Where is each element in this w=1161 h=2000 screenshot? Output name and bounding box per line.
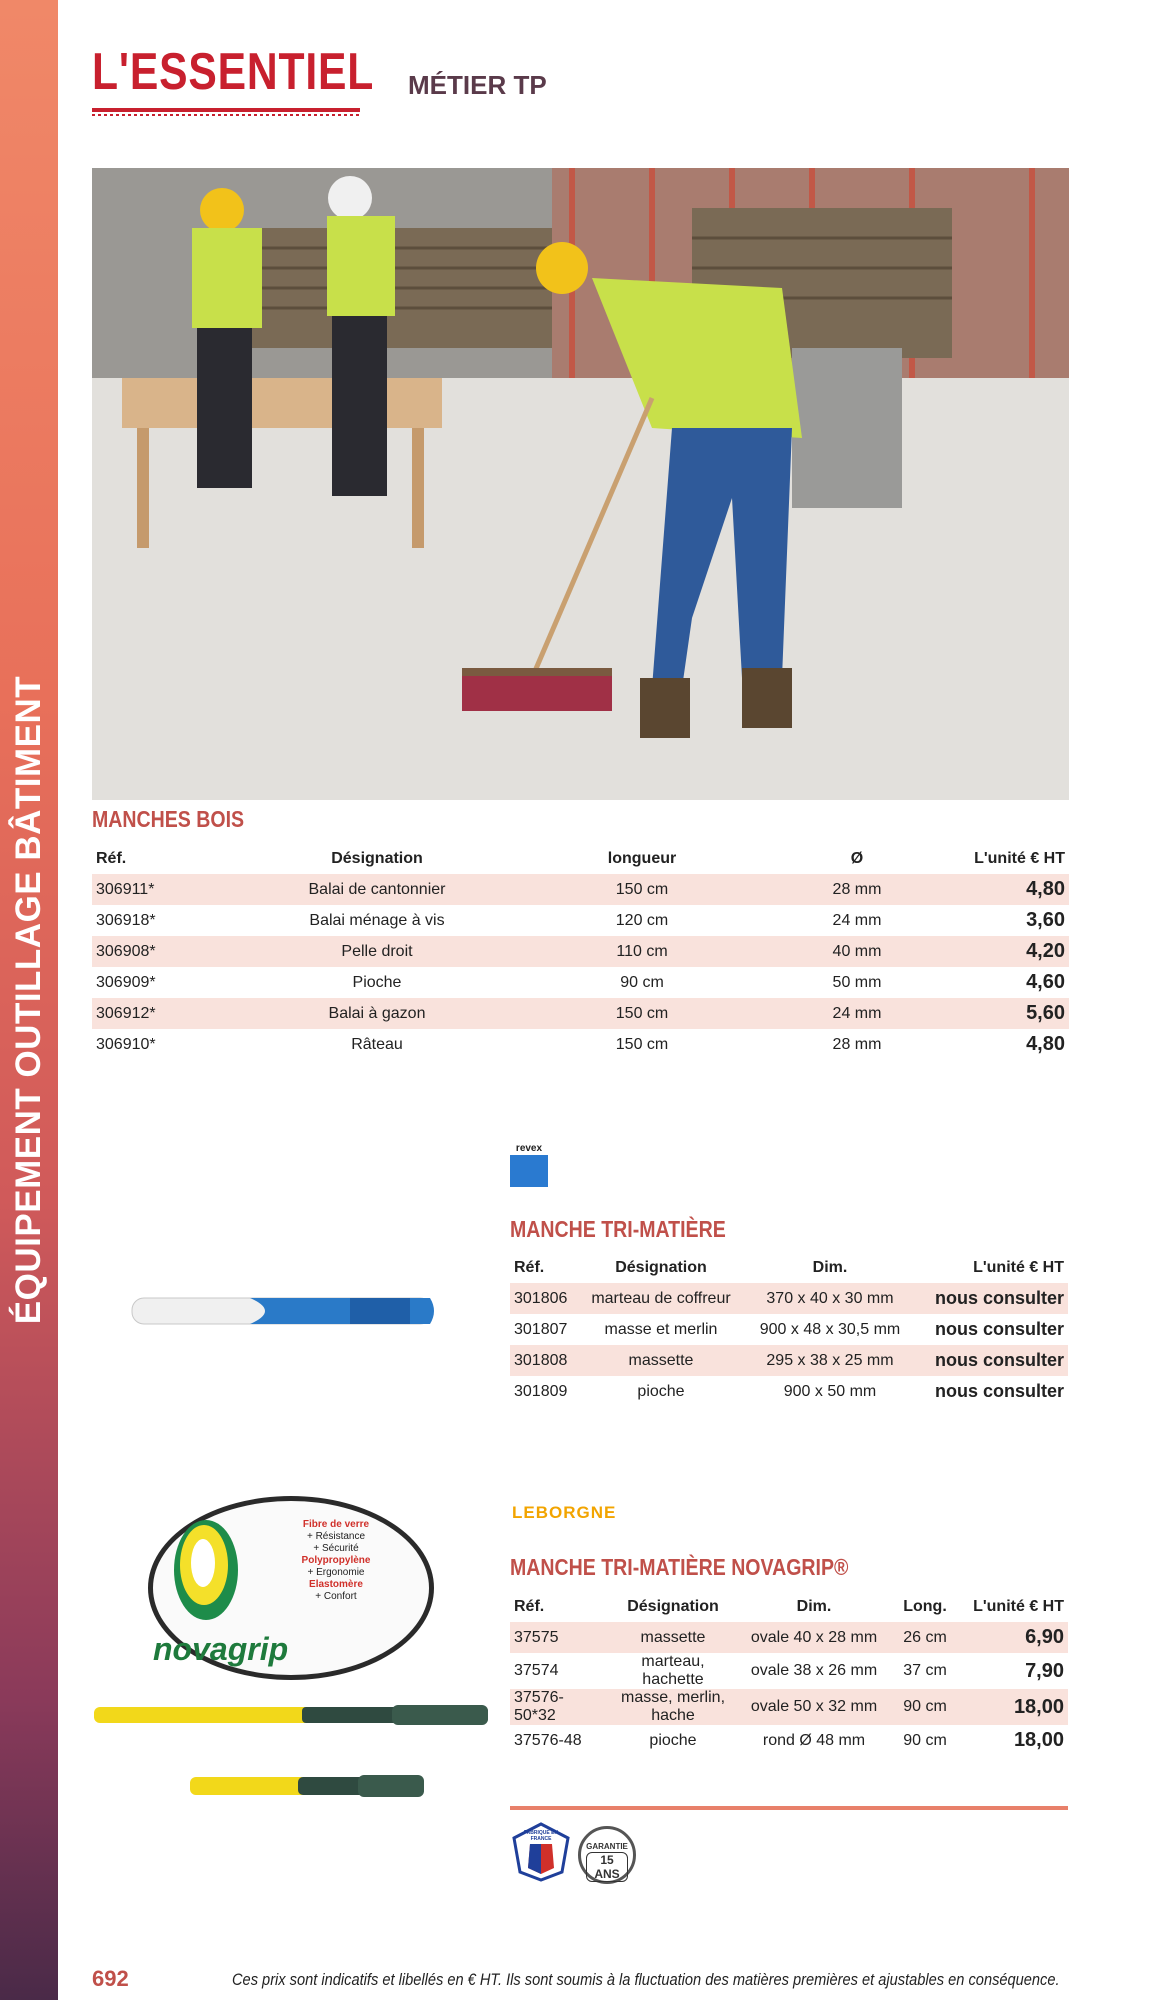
cell-dim: 900 x 48 x 30,5 mm <box>759 1320 901 1338</box>
section-title-manches-bois: MANCHES BOIS <box>92 806 245 832</box>
cell-dim: 900 x 50 mm <box>783 1382 877 1400</box>
section-title-novagrip: MANCHE TRI-MATIÈRE NOVAGRIP® <box>510 1554 849 1580</box>
cell-designation: masse, merlin, hache <box>608 1689 738 1725</box>
col-header-longueur: longueur <box>607 850 677 867</box>
tri-matiere-handle-image <box>130 1292 440 1332</box>
col-header-ref: Réf. <box>514 1259 545 1276</box>
cell-price: 7,90 <box>1025 1659 1064 1682</box>
col-header-designation: Désignation <box>615 1259 707 1276</box>
cell-price: 6,90 <box>960 1622 1068 1653</box>
brand-underline <box>92 108 360 112</box>
garantie-badge <box>578 1826 636 1884</box>
cell-ref: 37576-50*32 <box>510 1689 608 1725</box>
col-header-designation: Désignation <box>627 1598 719 1615</box>
table-row <box>510 1689 1068 1725</box>
table-novagrip <box>510 1592 1068 1756</box>
cell-ref: 306911* <box>92 874 242 905</box>
feature-text: + Ergonomie <box>307 1567 365 1578</box>
cell-ref: 37575 <box>510 1622 608 1653</box>
cell-ref: 301807 <box>514 1320 568 1338</box>
col-header-designation: Désignation <box>331 850 423 867</box>
table-row <box>510 1283 1068 1314</box>
cell-dim: ovale 38 x 26 mm <box>750 1662 878 1679</box>
feature-text: + Sécurité <box>313 1543 359 1554</box>
col-header-price: L'unité € HT <box>974 850 1065 867</box>
construction-workers-image <box>92 168 1069 800</box>
cell-price: 4,80 <box>1026 1033 1065 1055</box>
table-row <box>92 936 1069 967</box>
cell-diametre: 24 mm <box>832 911 882 929</box>
col-header-ref: Réf. <box>514 1598 545 1615</box>
cell-long: 90 cm <box>890 1689 960 1725</box>
cell-long: 90 cm <box>903 1731 947 1749</box>
cell-designation: pioche <box>649 1731 697 1749</box>
cell-diametre: 24 mm <box>772 998 942 1029</box>
cell-ref: 37576-48 <box>514 1731 582 1749</box>
feature-text: Polypropylène <box>301 1555 371 1566</box>
cell-price: 5,60 <box>942 998 1069 1029</box>
cell-longueur: 120 cm <box>615 911 669 929</box>
fabrique-en-france-badge <box>512 1822 570 1882</box>
page-number: 692 <box>92 1966 129 1991</box>
novagrip-logo: novagrip <box>153 1631 289 1667</box>
col-header-dim: Dim. <box>812 1259 848 1276</box>
cell-ref: 301808 <box>510 1345 582 1376</box>
brand-underline-dotted <box>92 114 360 116</box>
novagrip-long-handle-image <box>92 1703 492 1727</box>
table-header-row <box>510 1253 1068 1283</box>
col-header-price: L'unité € HT <box>973 1598 1064 1615</box>
col-header-dim: Dim. <box>796 1598 832 1615</box>
fabrique-en-france-text: FABRIQUÉ EN FRANCE <box>523 1830 559 1842</box>
hero-photo <box>92 168 1069 800</box>
cell-price: 4,20 <box>942 936 1069 967</box>
feature-text: Elastomère <box>309 1579 363 1590</box>
cell-designation: massette <box>608 1622 738 1653</box>
garantie-label: GARANTIE <box>586 1842 628 1851</box>
cell-price: nous consulter <box>934 1319 1064 1339</box>
cell-longueur: 150 cm <box>615 1035 669 1053</box>
feature-text: + Résistance <box>306 1531 366 1542</box>
table-row <box>510 1653 1068 1689</box>
table-row <box>92 1029 1069 1060</box>
col-header-ref: Réf. <box>96 850 127 867</box>
cell-dim: ovale 40 x 28 mm <box>738 1622 890 1653</box>
cell-long: 37 cm <box>903 1662 947 1679</box>
cell-ref: 37574 <box>514 1662 559 1679</box>
cell-price: nous consulter <box>934 1381 1064 1401</box>
cell-designation: marteau de coffreur <box>582 1283 740 1314</box>
table-row <box>92 998 1069 1029</box>
cell-price: 4,60 <box>1026 971 1065 993</box>
table-row <box>92 905 1069 936</box>
cell-dim: 295 x 38 x 25 mm <box>740 1345 920 1376</box>
section-title-tri-matiere: MANCHE TRI-MATIÈRE <box>510 1216 726 1242</box>
cell-longueur: 150 cm <box>512 998 772 1029</box>
novagrip-handle-cross-section-icon <box>171 1515 241 1625</box>
feature-text: Fibre de verre <box>302 1519 370 1530</box>
table-manches-bois <box>92 844 1069 1060</box>
col-header-long: Long. <box>903 1598 947 1615</box>
cell-ref: 306910* <box>96 1035 156 1053</box>
table-tri-matiere <box>510 1253 1068 1407</box>
cell-long: 26 cm <box>890 1622 960 1653</box>
cell-longueur: 90 cm <box>620 973 664 991</box>
cell-designation: masse et merlin <box>604 1320 718 1338</box>
cell-designation: Balai à gazon <box>242 998 512 1029</box>
section-divider <box>510 1806 1068 1810</box>
cell-designation: pioche <box>637 1382 685 1400</box>
feature-text: + Confort <box>315 1591 357 1602</box>
cell-ref: 301809 <box>514 1382 568 1400</box>
cell-designation: marteau, hachette <box>641 1653 705 1688</box>
table-row <box>92 967 1069 998</box>
leborgne-logo: LEBORGNE <box>512 1503 617 1522</box>
col-header-diametre: Ø <box>850 850 864 867</box>
table-row <box>92 874 1069 905</box>
revex-logo <box>510 1143 548 1197</box>
cell-dim: ovale 50 x 32 mm <box>738 1689 890 1725</box>
brand-title: L'ESSENTIEL <box>92 43 375 101</box>
table-row <box>510 1314 1068 1345</box>
cell-dim: 370 x 40 x 30 mm <box>740 1283 920 1314</box>
sidebar-band <box>0 0 58 2000</box>
cell-price: 18,00 <box>960 1689 1068 1725</box>
cell-dim: rond Ø 48 mm <box>762 1731 866 1749</box>
cell-price: nous consulter <box>920 1345 1068 1376</box>
novagrip-badge <box>148 1496 434 1680</box>
cell-longueur: 150 cm <box>512 874 772 905</box>
cell-designation: Pelle droit <box>242 936 512 967</box>
cell-ref: 306918* <box>96 911 156 929</box>
novagrip-features <box>261 1519 411 1603</box>
sidebar-category-label: ÉQUIPEMENT OUTILLAGE BÂTIMENT <box>9 675 48 1325</box>
cell-designation: Râteau <box>351 1035 403 1053</box>
cell-designation: massette <box>582 1345 740 1376</box>
cell-diametre: 28 mm <box>772 874 942 905</box>
cell-ref: 306912* <box>92 998 242 1029</box>
cell-designation: Pioche <box>352 973 402 991</box>
novagrip-short-handle-image <box>188 1772 428 1800</box>
cell-diametre: 28 mm <box>832 1035 882 1053</box>
table-header-row <box>92 844 1069 874</box>
cell-designation: Balai de cantonnier <box>242 874 512 905</box>
table-row <box>510 1345 1068 1376</box>
cell-ref: 301806 <box>510 1283 582 1314</box>
table-row <box>510 1725 1068 1756</box>
table-row <box>510 1622 1068 1653</box>
revex-logo-square <box>510 1155 548 1187</box>
cell-designation: Balai ménage à vis <box>309 911 445 929</box>
cell-price: 18,00 <box>1013 1729 1064 1751</box>
cell-price: 3,60 <box>1026 909 1065 931</box>
revex-logo-text: revex <box>515 1143 543 1154</box>
cell-price: 4,80 <box>942 874 1069 905</box>
cell-ref: 306909* <box>96 973 156 991</box>
table-header-row <box>510 1592 1068 1622</box>
garantie-duration: 15 ANS <box>586 1852 628 1882</box>
cell-diametre: 40 mm <box>772 936 942 967</box>
cell-price: nous consulter <box>920 1283 1068 1314</box>
cell-ref: 306908* <box>92 936 242 967</box>
cell-longueur: 110 cm <box>512 936 772 967</box>
col-header-price: L'unité € HT <box>973 1259 1064 1276</box>
price-footnote: Ces prix sont indicatifs et libellés en € HT. Ils sont soumis à la fluctuation des matières premières et ajustables en conséquence. <box>232 1970 1060 1989</box>
page-subtitle: MÉTIER TP <box>408 70 547 100</box>
table-row <box>510 1376 1068 1407</box>
cell-diametre: 50 mm <box>832 973 882 991</box>
